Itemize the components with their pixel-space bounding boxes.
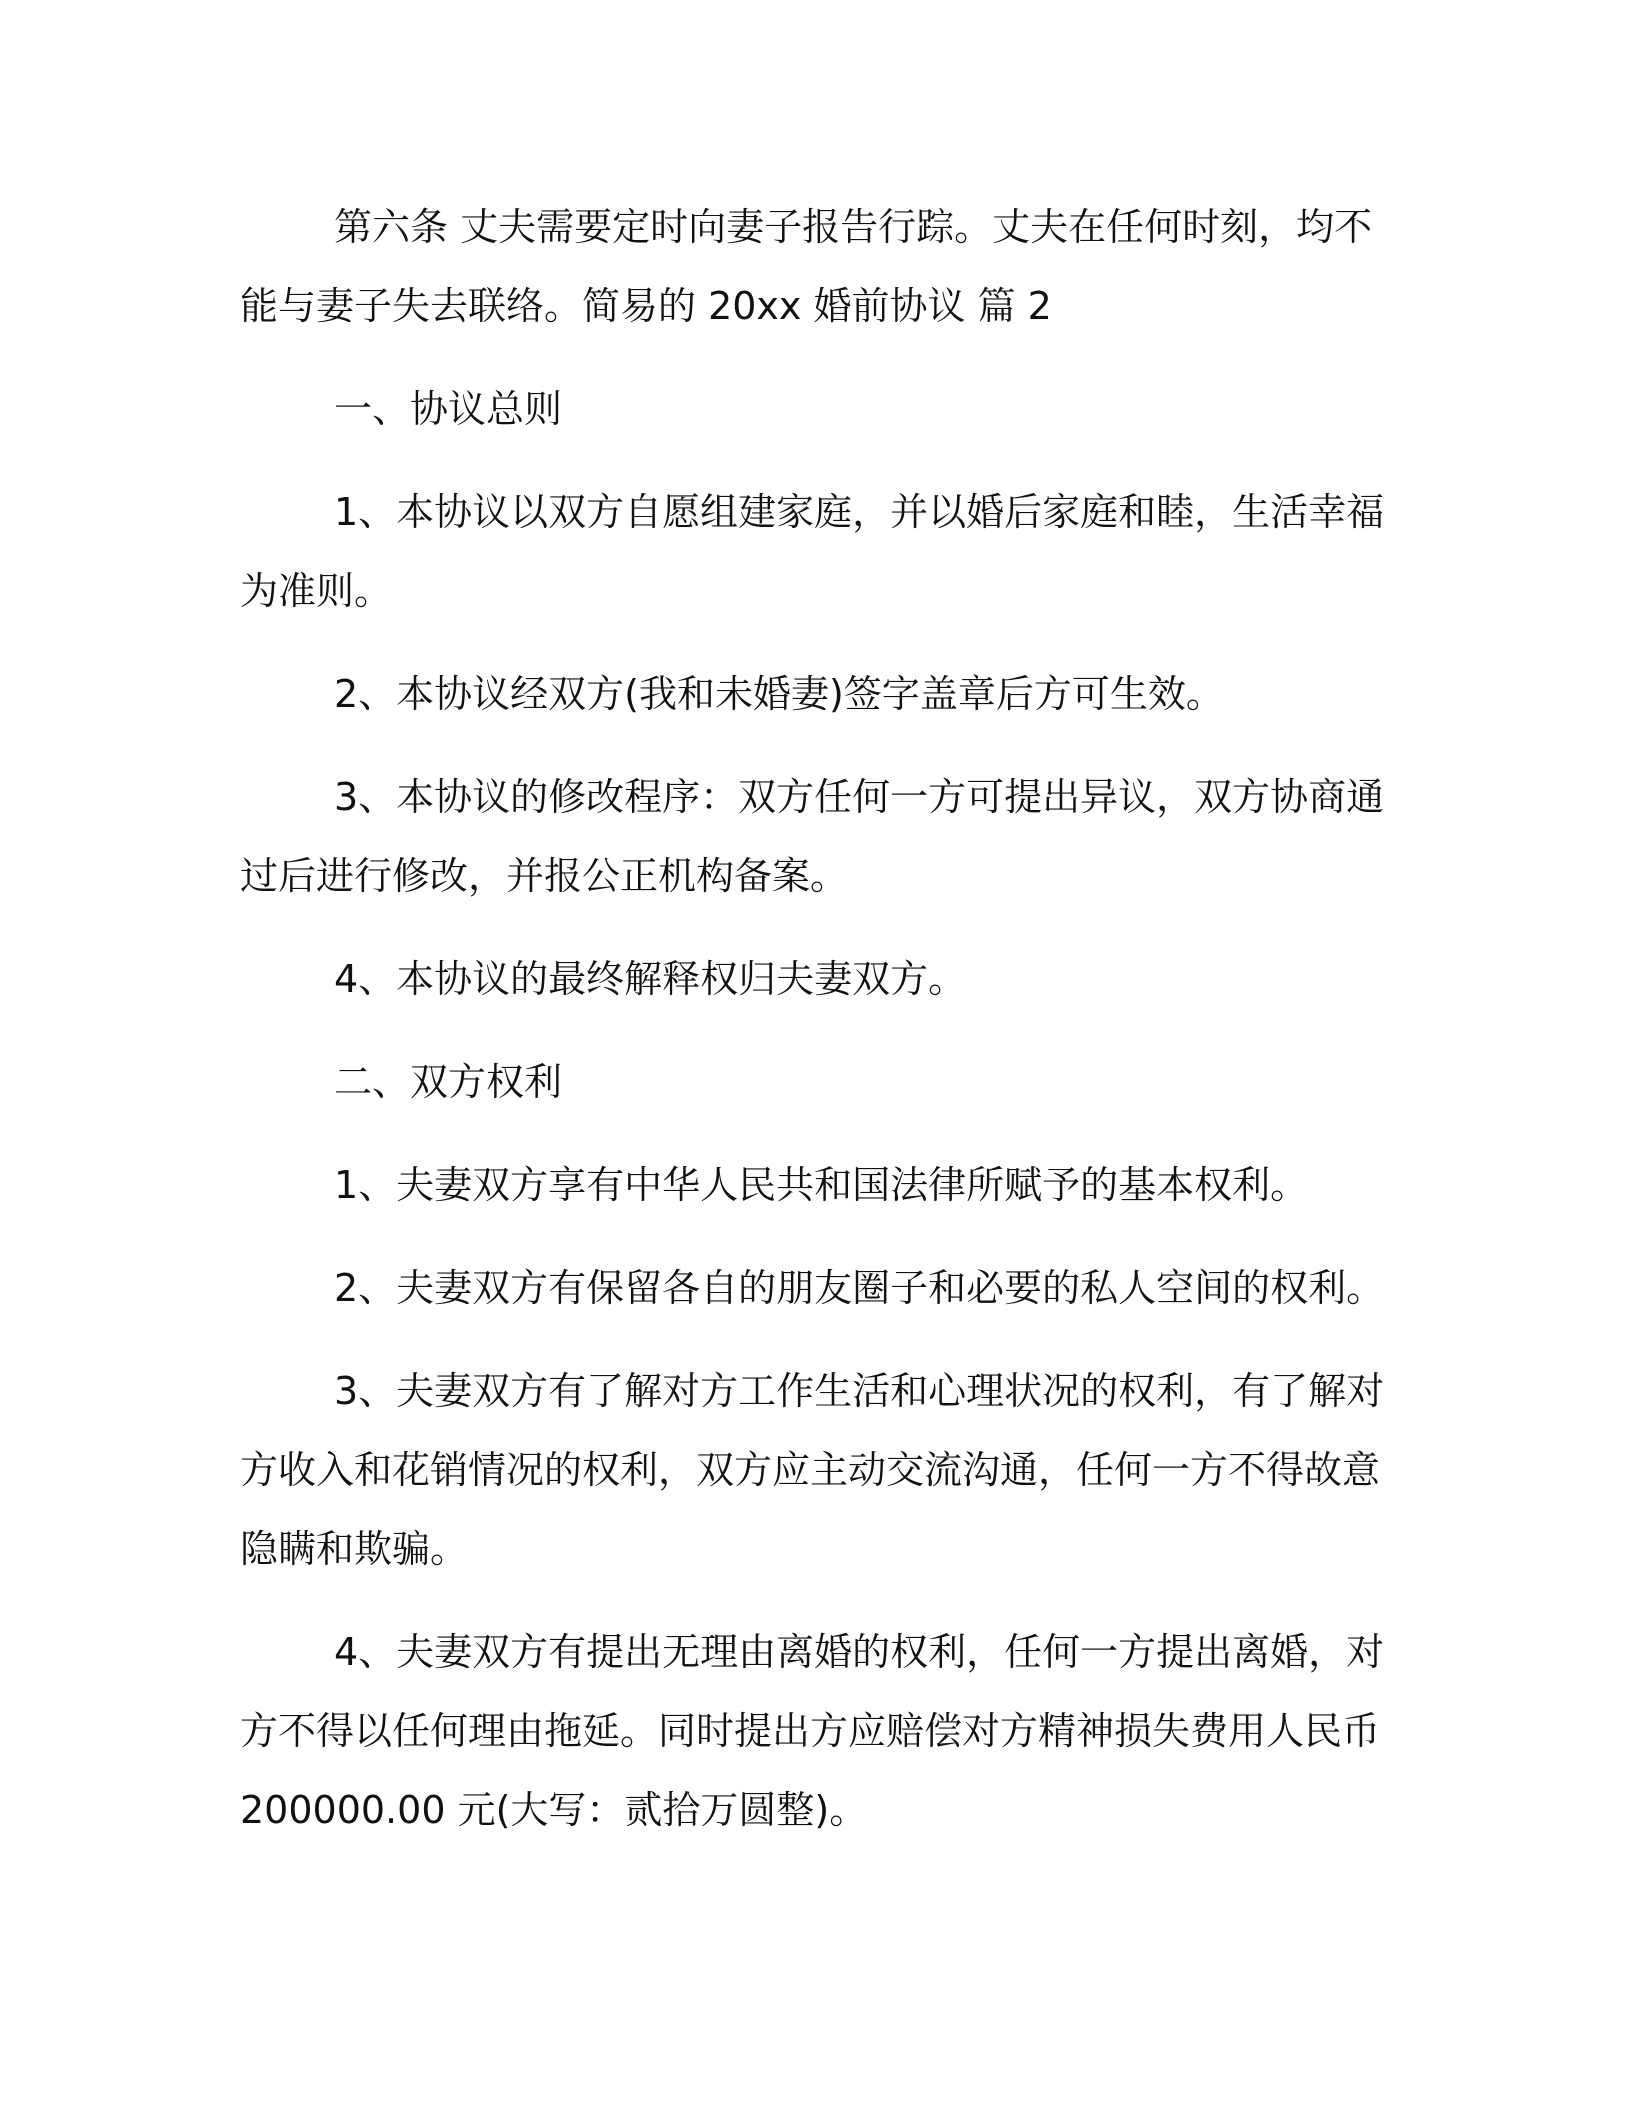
- paragraph-general-rule-4: 4、本协议的最终解释权归夫妻双方。: [334, 957, 967, 1001]
- paragraph-general-rule-2: 2、本协议经双方(我和未婚妻)签字盖章后方可生效。: [334, 672, 1224, 716]
- section-heading-rights: 二、双方权利: [334, 1060, 563, 1104]
- paragraph-article-six: 第六条 丈夫需要定时向妻子报告行踪。丈夫在任何时刻，均不能与妻子失去联络。简易的 20xx 婚前协议 篇 2: [240, 205, 1373, 328]
- paragraph-right-2: 2、夫妻双方有保留各自的朋友圈子和必要的私人空间的权利。: [334, 1266, 1385, 1310]
- section-heading-general-rules: 一、协议总则: [334, 387, 563, 431]
- paragraph-right-1: 1、夫妻双方享有中华人民共和国法律所赋予的基本权利。: [334, 1163, 1309, 1207]
- paragraph-right-3: 3、夫妻双方有了解对方工作生活和心理状况的权利，有了解对方收入和花销情况的权利，双方应主动交流沟通，任何一方不得故意隐瞒和欺骗。: [240, 1369, 1385, 1571]
- document-body: [240, 188, 1390, 1850]
- paragraph-general-rule-3: 3、本协议的修改程序：双方任何一方可提出异议，双方协商通过后进行修改，并报公正机构备案。: [240, 775, 1385, 898]
- paragraph-right-4: 4、夫妻双方有提出无理由离婚的权利，任何一方提出离婚，对方不得以任何理由拖延。同时提出方应赔偿对方精神损失费用人民币 200000.00 元(大写：贰拾万圆整)。: [240, 1630, 1385, 1832]
- paragraph-general-rule-1: 1、本协议以双方自愿组建家庭，并以婚后家庭和睦，生活幸福为准则。: [240, 490, 1385, 613]
